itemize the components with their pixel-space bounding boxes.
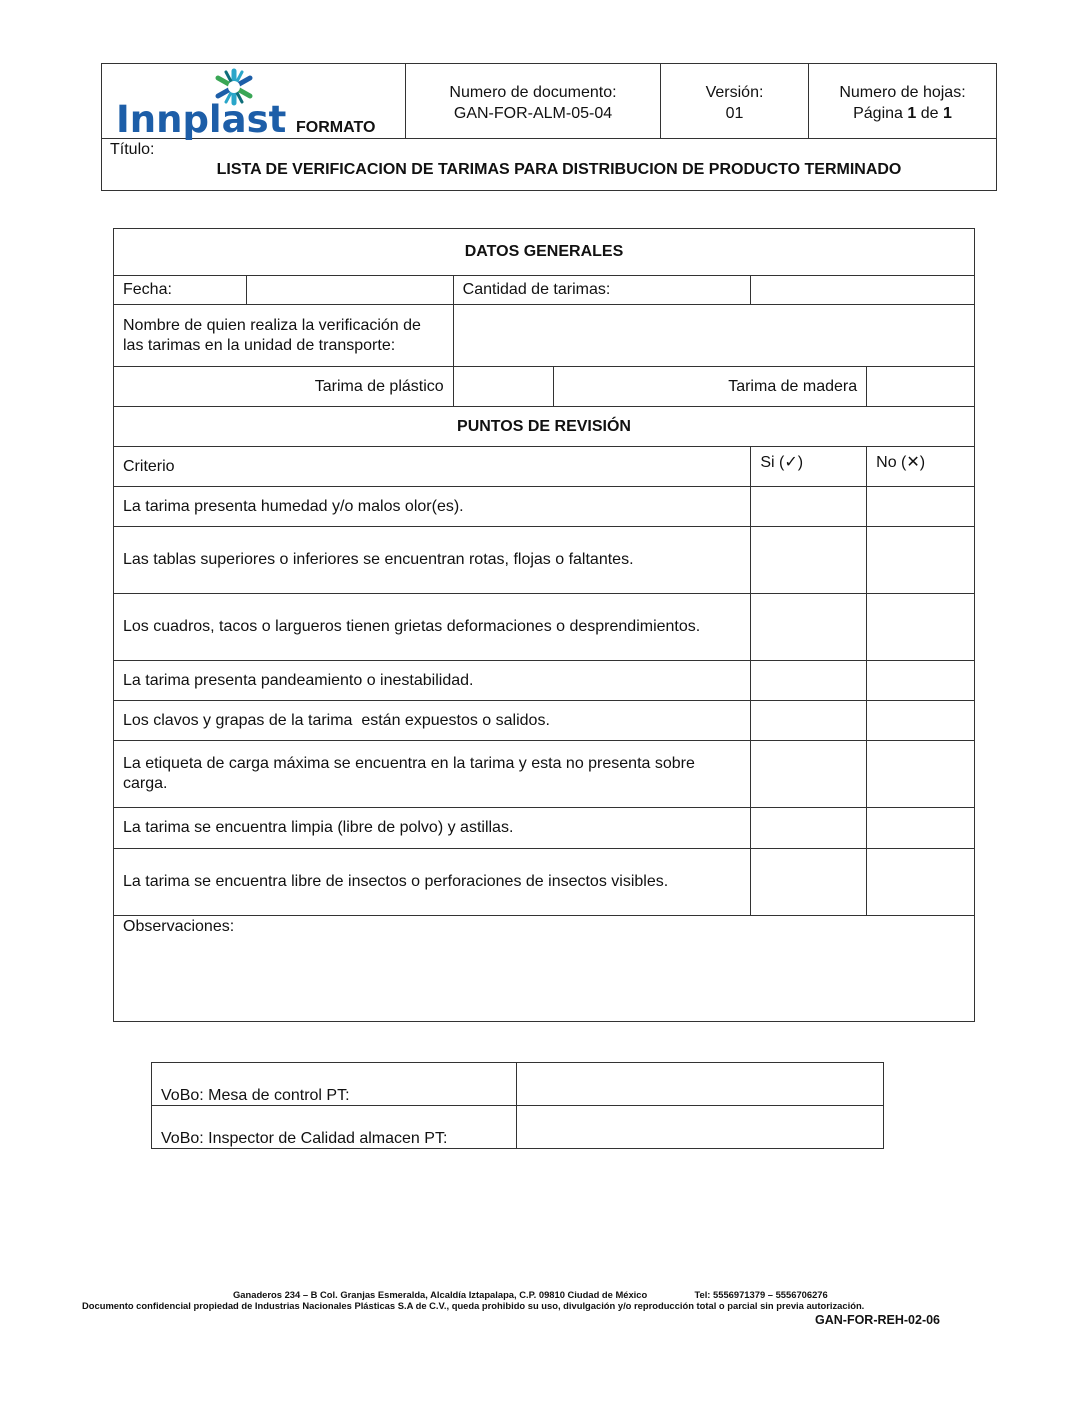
vobo-inspector-label: VoBo: Inspector de Calidad almacen PT: [152,1106,517,1149]
document-header [101,63,997,191]
innplast-logo [116,68,287,141]
si-checkbox[interactable] [751,527,867,594]
version-cell [661,64,809,139]
pages-cell [809,64,997,139]
criteria-row [114,527,975,594]
observations-field[interactable] [114,916,975,1022]
no-checkbox[interactable] [867,849,975,916]
approval-table [151,1062,884,1149]
criteria-row [114,741,975,808]
date-label: Fecha: [114,276,247,305]
page-current: 1 [907,105,917,122]
criteria-text: La tarima se encuentra libre de insectos o perforaciones de insectos visibles. [114,849,751,916]
no-checkbox[interactable] [867,594,975,661]
no-checkbox[interactable] [867,661,975,701]
verification-form [113,228,975,1022]
pages-label: Numero de hojas: [839,84,966,101]
logo-text: Innplast [116,98,287,141]
logo-cell [102,64,406,139]
criteria-row [114,594,975,661]
plastic-pallet-checkbox[interactable] [453,367,553,407]
criteria-row [114,808,975,849]
version-value: 01 [725,105,744,122]
general-data-heading: DATOS GENERALES [114,229,975,276]
si-checkbox[interactable] [751,661,867,701]
criteria-row [114,487,975,527]
wood-pallet-checkbox[interactable] [867,367,975,407]
footer-address-line [233,1289,1088,1300]
no-header: No (✕) [867,447,975,487]
version-label: Versión: [705,84,764,101]
doc-number-label: Numero de documento: [449,84,617,101]
no-checkbox[interactable] [867,701,975,741]
date-field[interactable] [246,276,453,305]
page-prefix: Página [853,105,903,122]
page-total: 1 [942,105,952,122]
pallet-count-field[interactable] [751,276,975,305]
doc-number-cell [406,64,661,139]
criteria-row [114,849,975,916]
si-checkbox[interactable] [751,808,867,849]
footer-confidential: Documento confidencial propiedad de Industrias Nacionales Plásticas S.A de C.V., queda prohibido su uso, divulgación y/o reproducción total o parcial sin previa autorización. [82,1300,865,1311]
document-title: LISTA DE VERIFICACION DE TARIMAS PARA DISTRIBUCION DE PRODUCTO TERMINADO [216,161,902,178]
criteria-row [114,701,975,741]
no-checkbox[interactable] [867,741,975,808]
no-checkbox[interactable] [867,487,975,527]
page-sep: de [920,105,939,122]
criteria-text: Los cuadros, tacos o largueros tienen grietas deformaciones o desprendimientos. [114,594,751,661]
criteria-text: La etiqueta de carga máxima se encuentra en la tarima y esta no presenta sobre carga. [114,741,751,808]
no-checkbox[interactable] [867,808,975,849]
si-checkbox[interactable] [751,849,867,916]
criteria-text: La tarima se encuentra limpia (libre de polvo) y astillas. [114,808,751,849]
vobo-inspector-field[interactable] [517,1106,884,1149]
verifier-name-label: Nombre de quien realiza la verificación de las tarimas en la unidad de transporte: [114,305,454,367]
si-checkbox[interactable] [751,594,867,661]
page-indicator [809,103,996,124]
criterio-header: Criterio [114,447,751,487]
doc-number: GAN-FOR-ALM-05-04 [453,105,613,122]
si-checkbox[interactable] [751,487,867,527]
criteria-text: La tarima presenta humedad y/o malos olor(es). [114,487,751,527]
vobo-mesa-label: VoBo: Mesa de control PT: [152,1063,517,1106]
no-checkbox[interactable] [867,527,975,594]
plastic-pallet-label: Tarima de plástico [114,367,454,407]
vobo-mesa-field[interactable] [517,1063,884,1106]
criteria-text: Las tablas superiores o inferiores se encuentran rotas, flojas o faltantes. [114,527,751,594]
wood-pallet-label: Tarima de madera [553,367,867,407]
footer-address: Ganaderos 234 – B Col. Granjas Esmeralda, Alcaldía Iztapalapa, C.P. 09810 Ciudad de México [233,1289,648,1300]
review-points-heading: PUNTOS DE REVISIÓN [114,407,975,447]
observations-label: Observaciones: [123,918,235,935]
si-checkbox[interactable] [751,741,867,808]
footer-phone: Tel: 5556971379 – 5556706276 [694,1289,828,1300]
verifier-name-field[interactable] [453,305,974,367]
footer-code: GAN-FOR-REH-02-06 [815,1313,941,1327]
si-header: Si (✓) [751,447,867,487]
criteria-text: La tarima presenta pandeamiento o inestabilidad. [114,661,751,701]
format-label: FORMATO [296,119,376,136]
si-checkbox[interactable] [751,701,867,741]
title-label: Título: [110,141,155,158]
criteria-text: Los clavos y grapas de la tarima están expuestos o salidos. [114,701,751,741]
pallet-count-label: Cantidad de tarimas: [453,276,751,305]
criteria-row [114,661,975,701]
title-cell [102,139,997,191]
